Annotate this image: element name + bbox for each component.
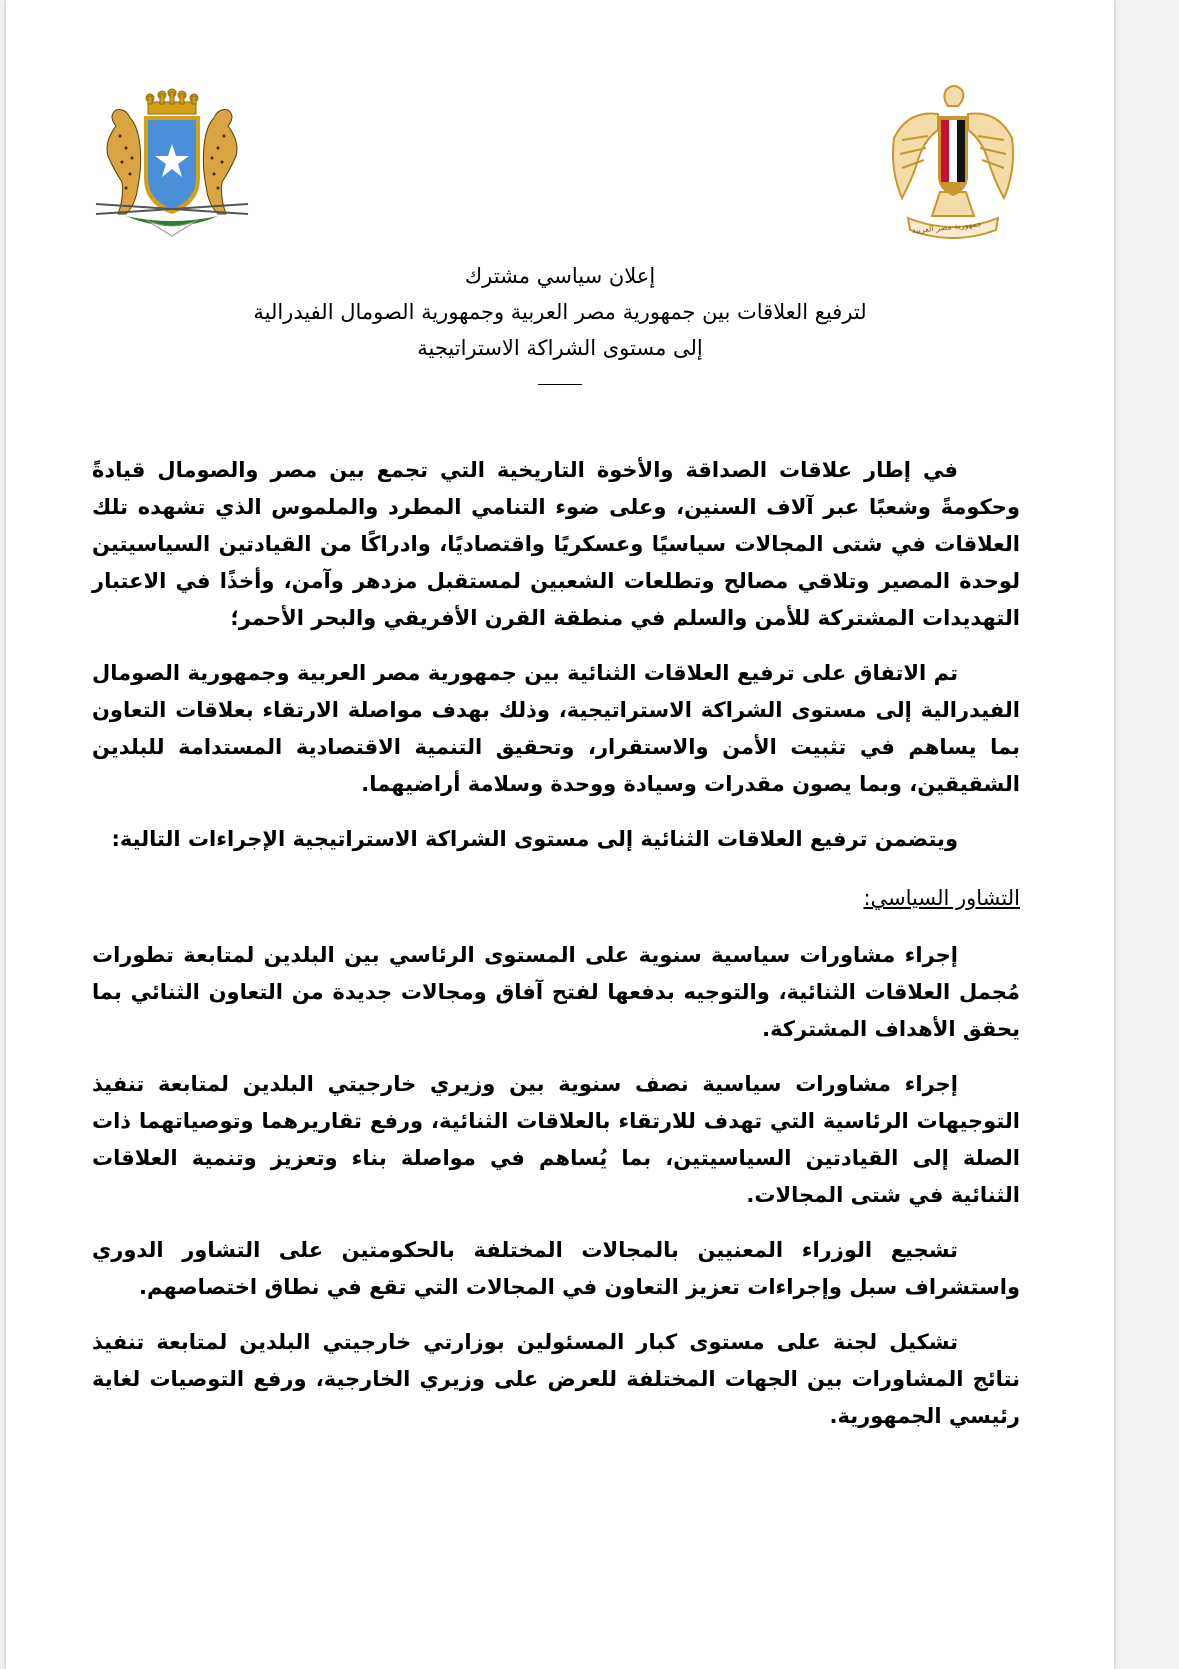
list-item: تشجيع الوزراء المعنيين بالمجالات المختلفة بالحكومتين على التشاور الدوري واستشراف سبل وإجراءات تعزيز التعاون في المجالات التي تقع في نطاق اختصاصهم. — [92, 1238, 1020, 1299]
list-item: تشكيل لجنة على مستوى كبار المسئولين بوزارتي خارجيتي البلدين لمتابعة تنفيذ نتائج المشاورات بين الجهات المختلفة للعرض على وزيري الخارجية، ورفع التوصيات لغاية رئيسي الجمهورية. — [92, 1330, 1020, 1428]
declaration-title — [156, 258, 964, 385]
egypt-coat-of-arms — [888, 80, 1018, 240]
list-item: إجراء مشاورات سياسية سنوية على المستوى الرئاسي بين البلدين لمتابعة تطورات مُجمل العلاقات الثنائية، والتوجيه بدفعها لفتح آفاق ومجالات جديدة من التعاون الثنائي بما يحقق الأهداف المشتركة. — [92, 943, 1020, 1041]
title-line-2: لترفيع العلاقات بين جمهورية مصر العربية وجمهورية الصومال الفيدرالية — [253, 300, 867, 324]
includes-paragraph: ويتضمن ترفيع العلاقات الثنائية إلى مستوى الشراكة الاستراتيجية الإجراءات التالية: — [111, 827, 958, 851]
somalia-coat-of-arms — [86, 86, 258, 246]
title-line-3: إلى مستوى الشراكة الاستراتيجية — [417, 336, 703, 360]
document-page — [6, 0, 1114, 1669]
agreement-paragraph: تم الاتفاق على ترفيع العلاقات الثنائية بين جمهورية مصر العربية وجمهورية الصومال الفيدرالية إلى مستوى الشراكة الاستراتيجية، وذلك بهدف مواصلة الارتقاء بعلاقات التعاون بما يساهم في تثبيت الأمن والاستقرار، وتحقيق التنمية الاقتصادية المستدامة للبلدين الشقيقين، وبما يصون مقدرات وسيادة ووحدة وسلامة أراضيهما. — [92, 661, 1020, 796]
title-divider — [538, 384, 582, 385]
list-item: إجراء مشاورات سياسية نصف سنوية بين وزيري خارجيتي البلدين لمتابعة تنفيذ التوجيهات الرئاسية التي تهدف للارتقاء بالعلاقات الثنائية، ورفع تقاريرهما وتوصياتهما ذات الصلة إلى القيادتين السياسيتين، بما يُساهم في مواصلة بناء وتعزيز وتنمية العلاقات الثنائية في شتى المجالات. — [92, 1072, 1020, 1207]
egypt-emblem-caption: جمهورية مصر العربية — [911, 219, 983, 236]
somalia-emblem-graphic — [86, 86, 258, 246]
title-line-1: إعلان سياسي مشترك — [464, 264, 656, 288]
egypt-eagle-graphic — [888, 80, 1018, 240]
section-heading-political-consultation: التشاور السياسي: — [863, 886, 1020, 910]
declaration-body — [92, 452, 1020, 1453]
intro-paragraph: في إطار علاقات الصداقة والأخوة التاريخية التي تجمع بين مصر والصومال قيادةً وحكومةً وشعبًا عبر آلاف السنين، وعلى ضوء التنامي المطرد والملموس الذي تشهده تلك العلاقات في شتى المجالات سياسيًا وعسكريًا واقتصاديًا، وادراكًا من القيادتين السياسيتين لوحدة المصير وتلاقي مصالح وتطلعات الشعبين لمستقبل مزدهر وآمن، وأخذًا في الاعتبار التهديدات المشتركة للأمن والسلم في منطقة القرن الأفريقي والبحر الأحمر؛ — [92, 458, 1020, 630]
